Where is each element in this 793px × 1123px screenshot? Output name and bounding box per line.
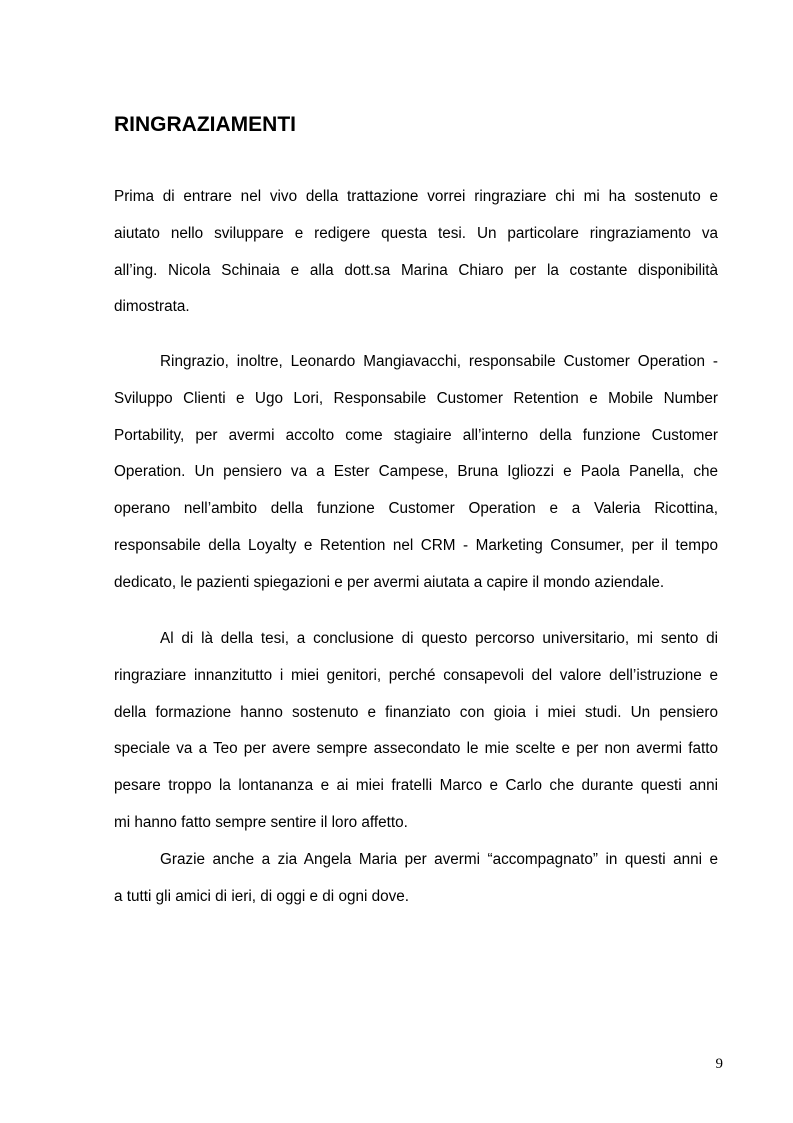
text-line: della formazione hanno sostenuto e finanziato con gioia i miei studi. Un pensiero (114, 703, 718, 721)
page-title: RINGRAZIAMENTI (114, 113, 296, 136)
text-line: responsabile della Loyalty e Retention nel CRM - Marketing Consumer, per il tempo (114, 536, 718, 554)
paragraph-thanks-friends (114, 842, 718, 916)
text-line: a tutti gli amici di ieri, di oggi e di ogni dove. (114, 887, 410, 905)
text-line: Sviluppo Clienti e Ugo Lori, Responsabile Customer Retention e Mobile Number (114, 389, 718, 407)
text-line: dimostrata. (114, 298, 190, 316)
text-line: all’ing. Nicola Schinaia e alla dott.sa Marina Chiaro per la costante disponibilità (114, 261, 718, 279)
text-line: Grazie anche a zia Angela Maria per avermi “accompagnato” in questi anni e (160, 851, 718, 868)
text-line: mi hanno fatto sempre sentire il loro affetto. (114, 813, 408, 831)
text-line: speciale va a Teo per avere sempre assecondato le mie scelte e per non avermi fatto (114, 740, 718, 758)
text-line: Operation. Un pensiero va a Ester Campese, Bruna Igliozzi e Paola Panella, che (114, 463, 718, 481)
paragraph-thanks-family (114, 621, 718, 842)
text-line: Prima di entrare nel vivo della trattazione vorrei ringraziare chi mi ha sostenuto e (114, 188, 718, 205)
text-line: pesare troppo la lontananza e ai miei fratelli Marco e Carlo che durante questi anni (114, 777, 718, 795)
page-number: 9 (715, 1056, 723, 1072)
text-line: operano nell’ambito della funzione Customer Operation e a Valeria Ricottina, (114, 500, 718, 518)
text-line: ringraziare innanzitutto i miei genitori, perché consapevoli del valore dell’istruzione e (114, 666, 718, 684)
text-line: Portability, per avermi accolto come stagiaire all’interno della funzione Customer (114, 426, 718, 444)
text-line: dedicato, le pazienti spiegazioni e per avermi aiutata a capire il mondo aziendale. (114, 573, 665, 591)
text-line: aiutato nello sviluppare e redigere questa tesi. Un particolare ringraziamento va (114, 224, 718, 242)
paragraph-thanks-supervisors (114, 179, 718, 326)
paragraph-thanks-company (114, 344, 718, 602)
text-line: Ringrazio, inoltre, Leonardo Mangiavacchi, responsabile Customer Operation - (160, 353, 718, 370)
text-line: Al di là della tesi, a conclusione di questo percorso universitario, mi sento di (160, 630, 718, 647)
